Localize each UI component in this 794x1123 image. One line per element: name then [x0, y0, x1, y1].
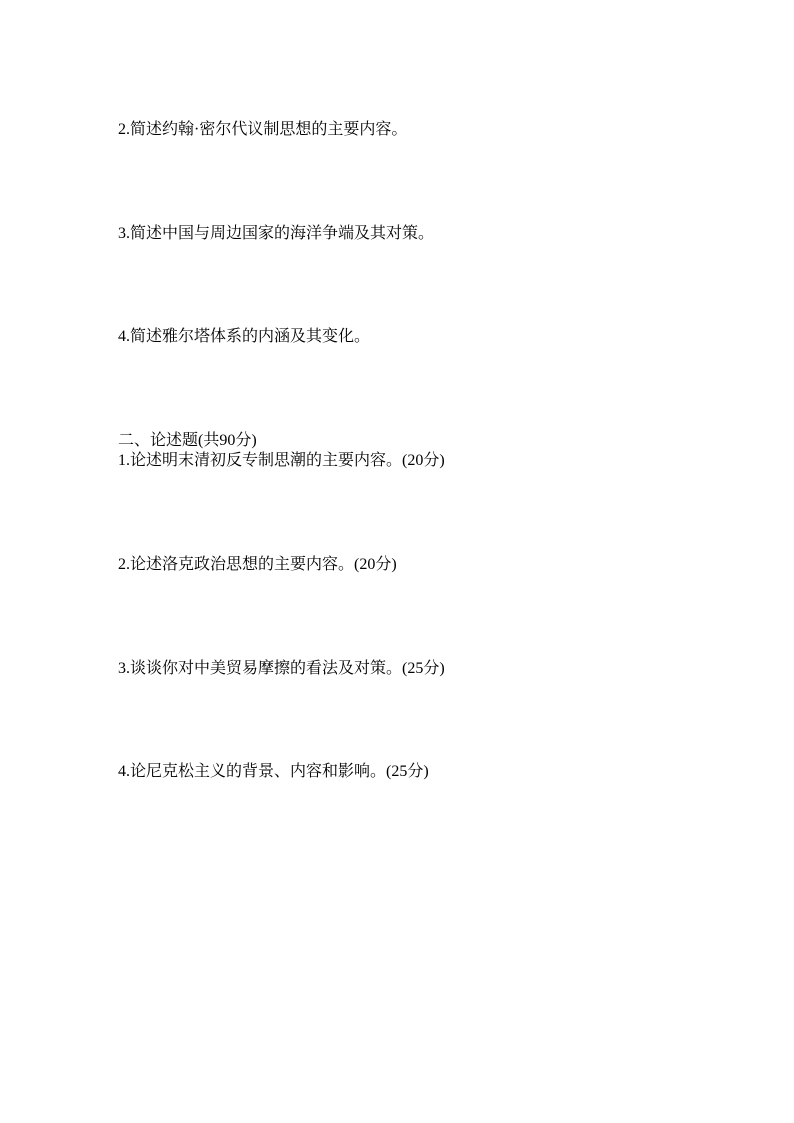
short-answer-question-3: 3.简述中国与周边国家的海洋争端及其对策。: [118, 224, 435, 242]
essay-section-heading: 二、论述题(共90分): [118, 431, 257, 449]
essay-question-2: 2.论述洛克政治思想的主要内容。(20分): [118, 555, 397, 573]
short-answer-question-2: 2.简述约翰·密尔代议制思想的主要内容。: [118, 121, 408, 138]
document-content: [118, 120, 698, 783]
short-answer-question-4: 4.简述雅尔塔体系的内涵及其变化。: [118, 328, 371, 346]
essay-question-1: 1.论述明末清初反专制思潮的主要内容。(20分): [118, 452, 445, 470]
essay-question-3: 3.谈谈你对中美贸易摩擦的看法及对策。(25分): [118, 659, 445, 677]
essay-question-4: 4.论尼克松主义的背景、内容和影响。(25分): [118, 763, 429, 781]
